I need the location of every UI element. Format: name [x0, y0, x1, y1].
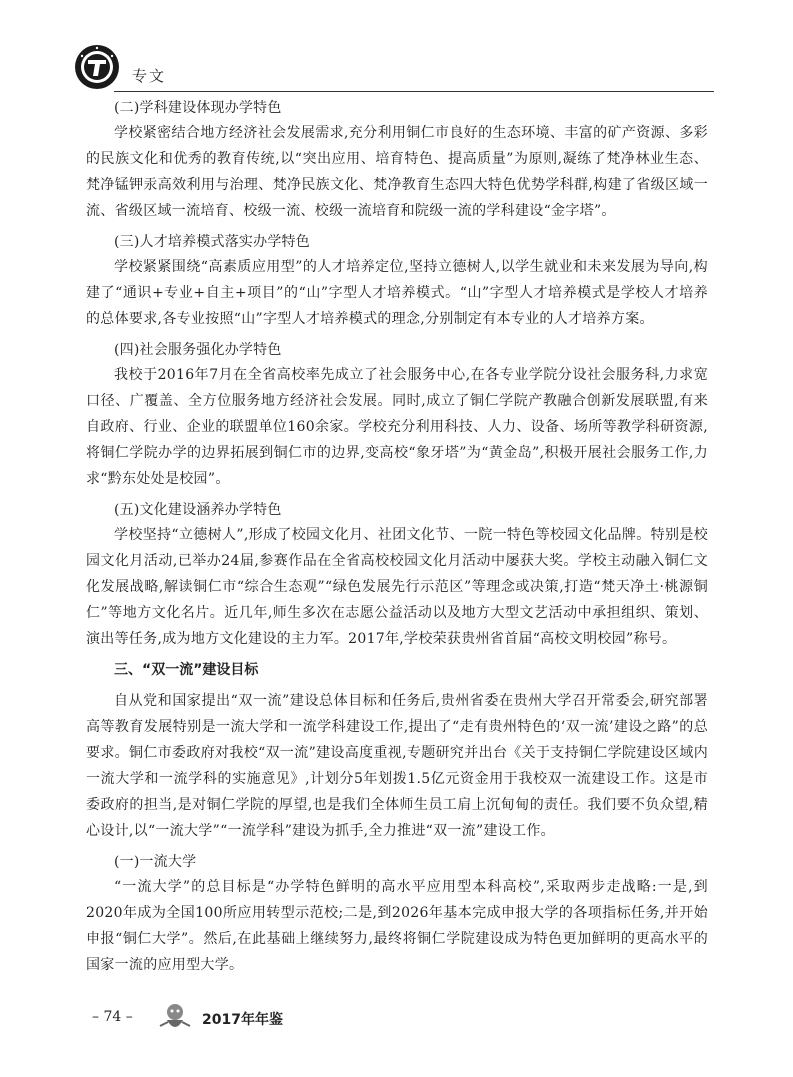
article-body: [86, 96, 708, 984]
mascot-figure-icon: [154, 1000, 196, 1034]
subsection-heading: (四)社会服务强化办学特色: [114, 342, 282, 358]
paragraph: 自从党和国家提出“双一流”建设总体目标和任务后,贵州省委在贵州大学召开常委会,研究部署高等教育发展特别是一流大学和一流学科建设工作,提出了“走有贵州特色的‘双一流’建设之路”的总要求。铜仁市委政府对我校“双一流”建设高度重视,专题研究并出台《关于支持铜仁学院建设区域内一流大学和一流学科的实施意见》,计划分5年划拨1.5亿元资金用于我校双一流建设工作。这是市委政府的担当,是对铜仁学院的厚望,也是我们全体师生员工肩上沉甸甸的责任。我们要不负众望,精心设计,以“一流大学”“一流学科”建设为抓手,全力推进“双一流”建设工作。: [86, 693, 708, 839]
subsection-heading: (二)学科建设体现办学特色: [114, 100, 282, 116]
paragraph: “一流大学”的总目标是“办学特色鲜明的高水平应用型本科高校”,采取两步走战略:一是,到2020年成为全国100所应用转型示范校;二是,到2026年基本完成申报大学的各项指标任务,并开始申报“铜仁大学”。然后,在此基础上继续努力,最终将铜仁学院建设成为特色更加鲜明的更高水平的国家一流的应用型大学。: [86, 879, 708, 973]
yearbook-title: 2017年年鉴: [202, 1012, 283, 1028]
page-number: – 74 –: [92, 1009, 133, 1025]
paragraph: 学校紧紧围绕“高素质应用型”的人才培养定位,坚持立德树人,以学生就业和未来发展为导向,构建了“通识+专业+自主+项目”的“山”字型人才培养模式。“山”字型人才培养模式是学校人才培养的总体要求,各专业按照“山”字型人才培养模式的理念,分别制定有本专业的人才培养方案。: [86, 259, 708, 327]
paragraph: 我校于2016年7月在全省高校率先成立了社会服务中心,在各专业学院分设社会服务科,力求宽口径、广覆盖、全方位服务地方经济社会发展。同时,成立了铜仁学院产教融合创新发展联盟,有来自政府、行业、企业的联盟单位160余家。学校充分利用科技、人力、设备、场所等教学科研资源,将铜仁学院办学的边界拓展到铜仁市的边界,变高校“象牙塔”为“黄金岛”,积极开展社会服务工作,力求“黔东处处是校园”。: [86, 367, 708, 487]
section-heading: 三、“双一流”建设目标: [114, 662, 259, 678]
university-seal-icon: [74, 44, 120, 90]
paragraph: 学校紧密结合地方经济社会发展需求,充分利用铜仁市良好的生态环境、丰富的矿产资源、多彩的民族文化和优秀的教育传统,以“突出应用、培育特色、提高质量”为原则,凝练了梵净林业生态、梵净锰钾汞高效利用与治理、梵净民族文化、梵净教育生态四大特色优势学科群,构建了省级区域一流、省级区域一流培育、校级一流、校级一流培育和院级一流的学科建设“金字塔”。: [86, 125, 708, 219]
subsection-heading: (一)一流大学: [114, 854, 197, 870]
paragraph: 学校坚持“立德树人”,形成了校园文化月、社团文化节、一院一特色等校园文化品牌。特别是校园文化月活动,已举办24届,参赛作品在全省高校校园文化月活动中屡获大奖。学校主动融入铜仁文化发展战略,解读铜仁市“综合生态观”“绿色发展先行示范区”等理念或决策,打造“梵天净土·桃源铜仁”等地方文化名片。近几年,师生多次在志愿公益活动以及地方大型文艺活动中承担组织、策划、演出等任务,成为地方文化建设的主力军。2017年,学校荣获贵州省首届“高校文明校园”称号。: [86, 527, 708, 647]
page-footer: [92, 1006, 392, 1036]
subsection-heading: (三)人才培养模式落实办学特色: [114, 234, 310, 250]
subsection-heading: (五)文化建设涵养办学特色: [114, 502, 282, 518]
page-header: [74, 44, 714, 94]
section-label: 专文: [132, 67, 167, 85]
header-rule: [114, 91, 714, 92]
